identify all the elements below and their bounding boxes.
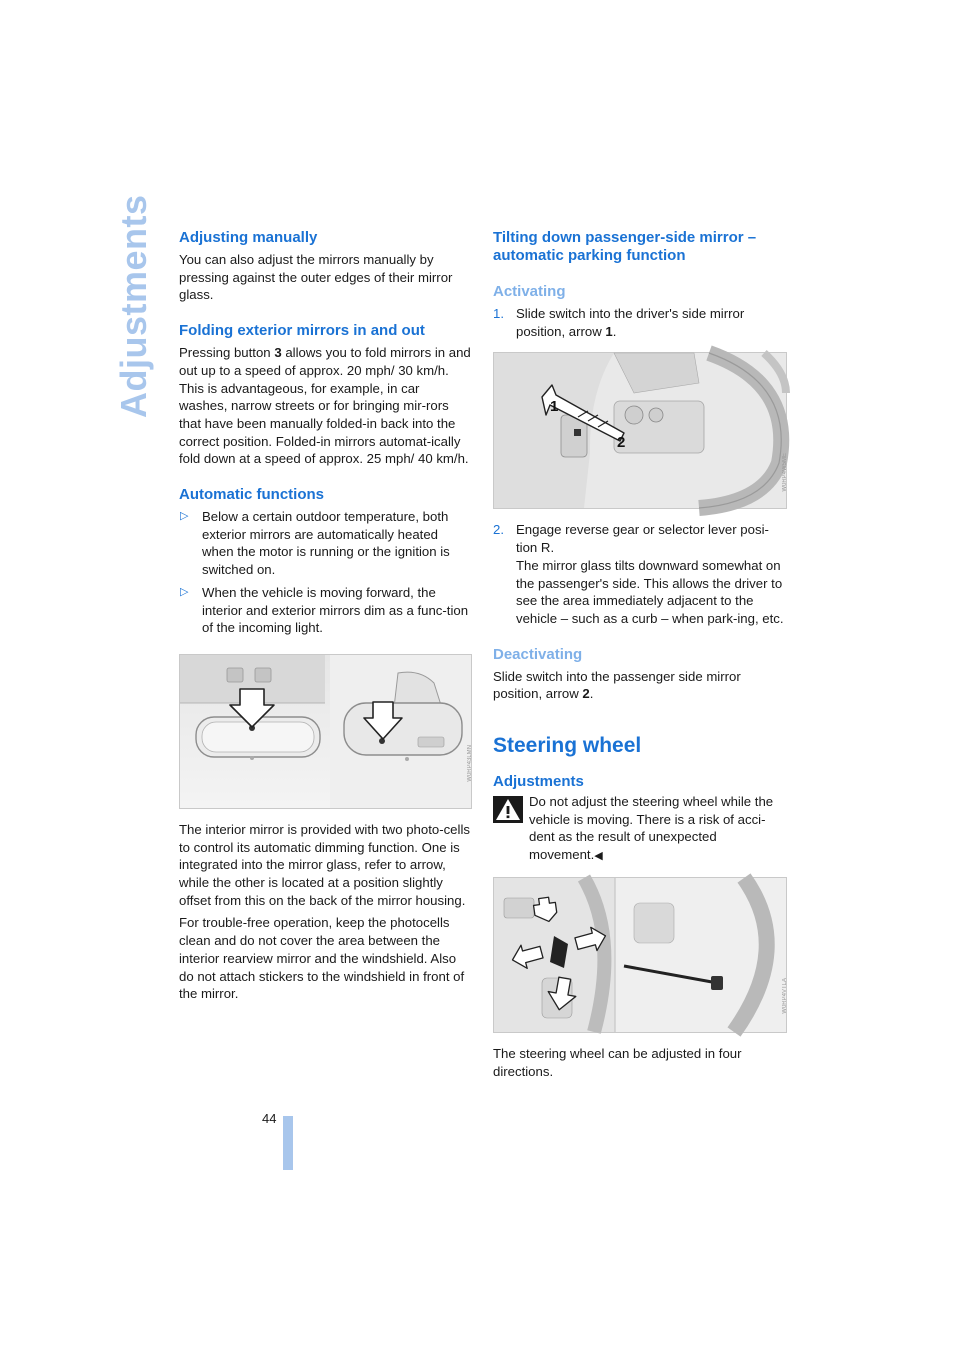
interior-mirror-figure <box>179 654 472 809</box>
adjusting-manually-heading: Adjusting manually <box>179 229 318 246</box>
warning-triangle-icon <box>493 796 523 823</box>
automatic-functions-heading: Automatic functions <box>179 486 324 504</box>
activating-heading: Activating <box>493 283 566 300</box>
folding-text: Pressing button 3 allows you to fold mirrors in and out up to a speed of approx. 20 mph/ 30 km/h. This is advantageous, for example, in car washes, narrow streets or for bringing mir-rors that have been manually folded-in back into the correct position. Folded-in mirrors automat-ically fold down at a speed of approx. 25 mph/ 40 km/h. <box>179 345 471 467</box>
list-item: 1. Slide switch into the driver's side mirror position, arrow 1. <box>493 306 745 339</box>
mirror-switch-illustration <box>494 353 786 508</box>
arrow-1-label: 1 <box>550 398 559 416</box>
activating-steps <box>493 305 785 340</box>
arrow-2-label: 2 <box>617 434 626 452</box>
deactivating-text: Slide switch into the passenger side mirror position, arrow 2. <box>493 668 741 702</box>
section-side-title: Adjustments <box>113 194 154 418</box>
warning-note <box>493 795 785 866</box>
steering-caption: The steering wheel can be adjusted in four directions. <box>493 1045 742 1079</box>
figure-code: W0RP4W5ME <box>782 453 788 493</box>
interior-mirror-illustration <box>180 655 471 808</box>
page-marker-bar <box>283 1116 293 1170</box>
figure-code: W0RP4VTLA <box>782 977 788 1014</box>
bullet-triangle-icon: ▷ <box>180 585 189 598</box>
adjusting-manually-text: You can also adjust the mirrors manually by pressing against the outer edges of their mirror glass. <box>179 252 453 303</box>
bullet-triangle-icon: ▷ <box>180 510 189 523</box>
steering-adjust-illustration <box>494 878 786 1032</box>
automatic-functions-list <box>179 508 471 637</box>
steering-adjust-figure <box>493 877 787 1033</box>
activating-steps-cont <box>493 521 785 627</box>
mirror-switch-figure <box>493 352 787 509</box>
photocell-care-paragraph: For trouble-free operation, keep the photocells clean and do not cover the area between the interior rearview mirror and the windshield. Also do not attach stickers to the windshield in front of the mirror. <box>179 915 465 1002</box>
end-mark-icon: ◀ <box>594 850 603 863</box>
folding-heading: Folding exterior mirrors in and out <box>179 322 425 340</box>
photocell-paragraph: The interior mirror is provided with two photo-cells to control its automatic dimming function. One is integrated into the mirror glass, refer to arrow, while the other is located at a position slightly offset from this on the back of the mirror housing. <box>179 821 470 908</box>
page-number: 44 <box>262 1111 277 1126</box>
steering-wheel-heading: Steering wheel <box>493 734 642 758</box>
tilting-mirror-heading: Tilting down passenger-side mirror – automatic parking function <box>493 229 757 264</box>
list-item: 2. Engage reverse gear or selector lever posi-tion R. The mirror glass tilts downward somewhat on the passenger's side. This allows the driver to see the area immediately adjacent to the vehicle – such as a curb – when park-ing, etc. <box>493 522 784 626</box>
figure-code: W0RP43LMN <box>467 744 473 782</box>
list-item: ▷ When the vehicle is moving forward, the interior and exterior mirrors dim as a func-tion of the incoming light. <box>180 584 469 636</box>
steering-adjustments-heading: Adjustments <box>493 773 584 791</box>
deactivating-heading: Deactivating <box>493 645 583 663</box>
list-item: ▷ Below a certain outdoor temperature, both exterior mirrors are automatically heated when the motor is running or the ignition is switched on. <box>180 509 450 578</box>
left-column <box>179 229 471 1003</box>
warning-text: Do not adjust the steering wheel while the vehicle is moving. There is a risk of acci-dent as the result of unexpected movement. <box>529 794 774 863</box>
right-column <box>493 229 788 1080</box>
